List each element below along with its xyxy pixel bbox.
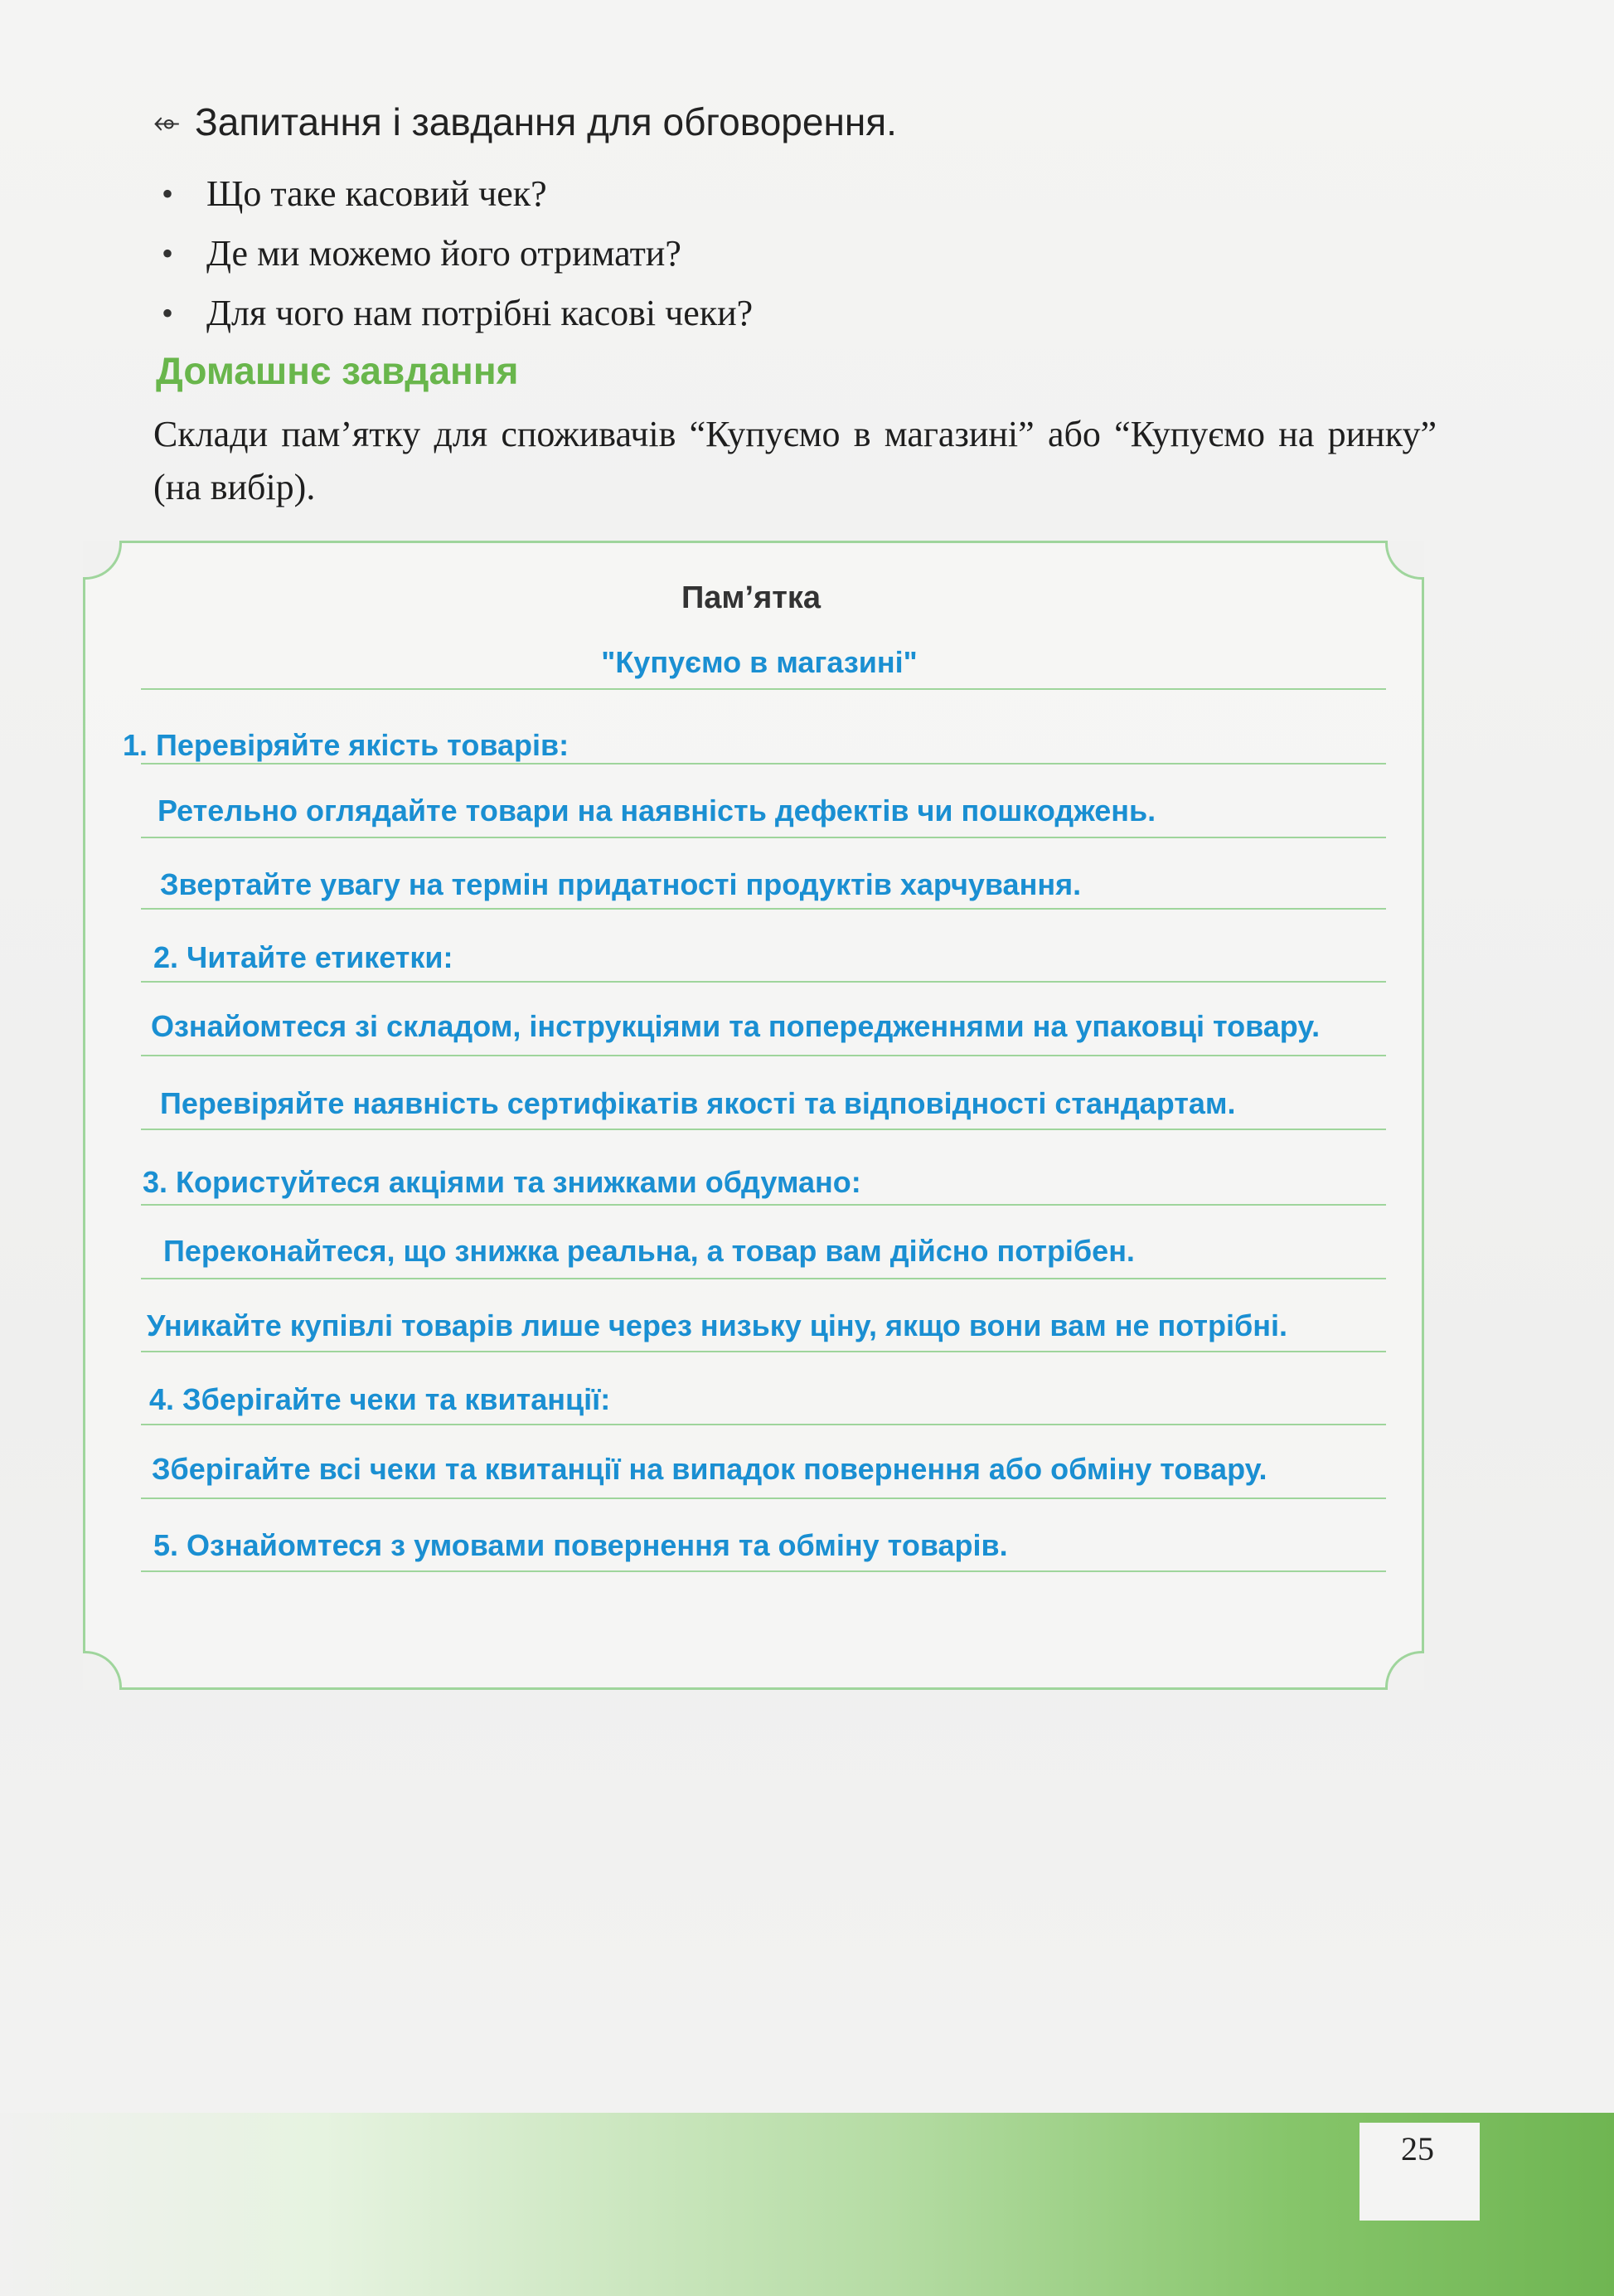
questions-list [162, 164, 753, 343]
questions-heading-text: Запитання і завдання для обговорення. [195, 100, 897, 143]
memo-line: 3. Користуйтеся акціями та знижками обдумано: [143, 1165, 861, 1199]
writing-line [141, 1351, 1386, 1352]
list-item: • Де ми можемо його отримати? [162, 224, 753, 284]
homework-heading: Домашнє завдання [156, 349, 519, 392]
memo-subtitle: "Купуємо в магазині" [601, 645, 918, 679]
writing-line [141, 1129, 1386, 1130]
memo-line: Перевіряйте наявність сертифікатів якості та відповідності стандартам. [160, 1086, 1236, 1120]
writing-line [141, 1055, 1386, 1056]
bullet-icon: • [162, 175, 174, 212]
writing-line [141, 1204, 1386, 1206]
questions-heading [153, 100, 897, 144]
memo-line: 2. Читайте етикетки: [153, 940, 453, 974]
writing-line [141, 908, 1386, 910]
memo-title: Пам’ятка [681, 580, 822, 615]
arrow-left-icon: ⬰ [153, 103, 180, 140]
list-item: • Для чого нам потрібні касові чеки? [162, 284, 753, 343]
memo-line: 4. Зберігайте чеки та квитанції: [149, 1382, 611, 1416]
memo-line: Ретельно оглядайте товари на наявність дефектів чи пошкоджень. [158, 794, 1156, 828]
memo-line: Ознайомтеся зі складом, інструкціями та попередженнями на упаковці товару. [151, 1009, 1321, 1043]
bullet-icon: • [162, 294, 174, 332]
bullet-icon: • [162, 235, 174, 272]
page-number: 25 [1401, 2130, 1434, 2167]
memo-line: 1. Перевіряйте якість товарів: [123, 728, 570, 762]
writing-line [141, 1278, 1386, 1279]
writing-line [141, 688, 1386, 690]
writing-line [141, 763, 1386, 765]
list-item: • Що таке касовий чек? [162, 164, 753, 224]
memo-line: Переконайтеся, що знижка реальна, а товар вам дійсно потрібен. [163, 1234, 1135, 1268]
writing-line [141, 981, 1386, 983]
writing-line [141, 1424, 1386, 1425]
writing-line [141, 1497, 1386, 1499]
memo-line: Уникайте купівлі товарів лише через низьку ціну, якщо вони вам не потрібні. [147, 1308, 1287, 1342]
memo-line: Звертайте увагу на термін придатності продуктів харчування. [160, 867, 1082, 901]
writing-line [141, 1570, 1386, 1572]
memo-line: Зберігайте всі чеки та квитанції на випадок повернення або обміну товару. [152, 1452, 1267, 1486]
homework-text: Склади пам’ятку для споживачів “Купуємо в магазині” або “Купуємо на ринку” (на вибір). [153, 414, 1437, 507]
writing-line [141, 837, 1386, 838]
memo-line: 5. Ознайомтеся з умовами повернення та обміну товарів. [153, 1528, 1008, 1562]
